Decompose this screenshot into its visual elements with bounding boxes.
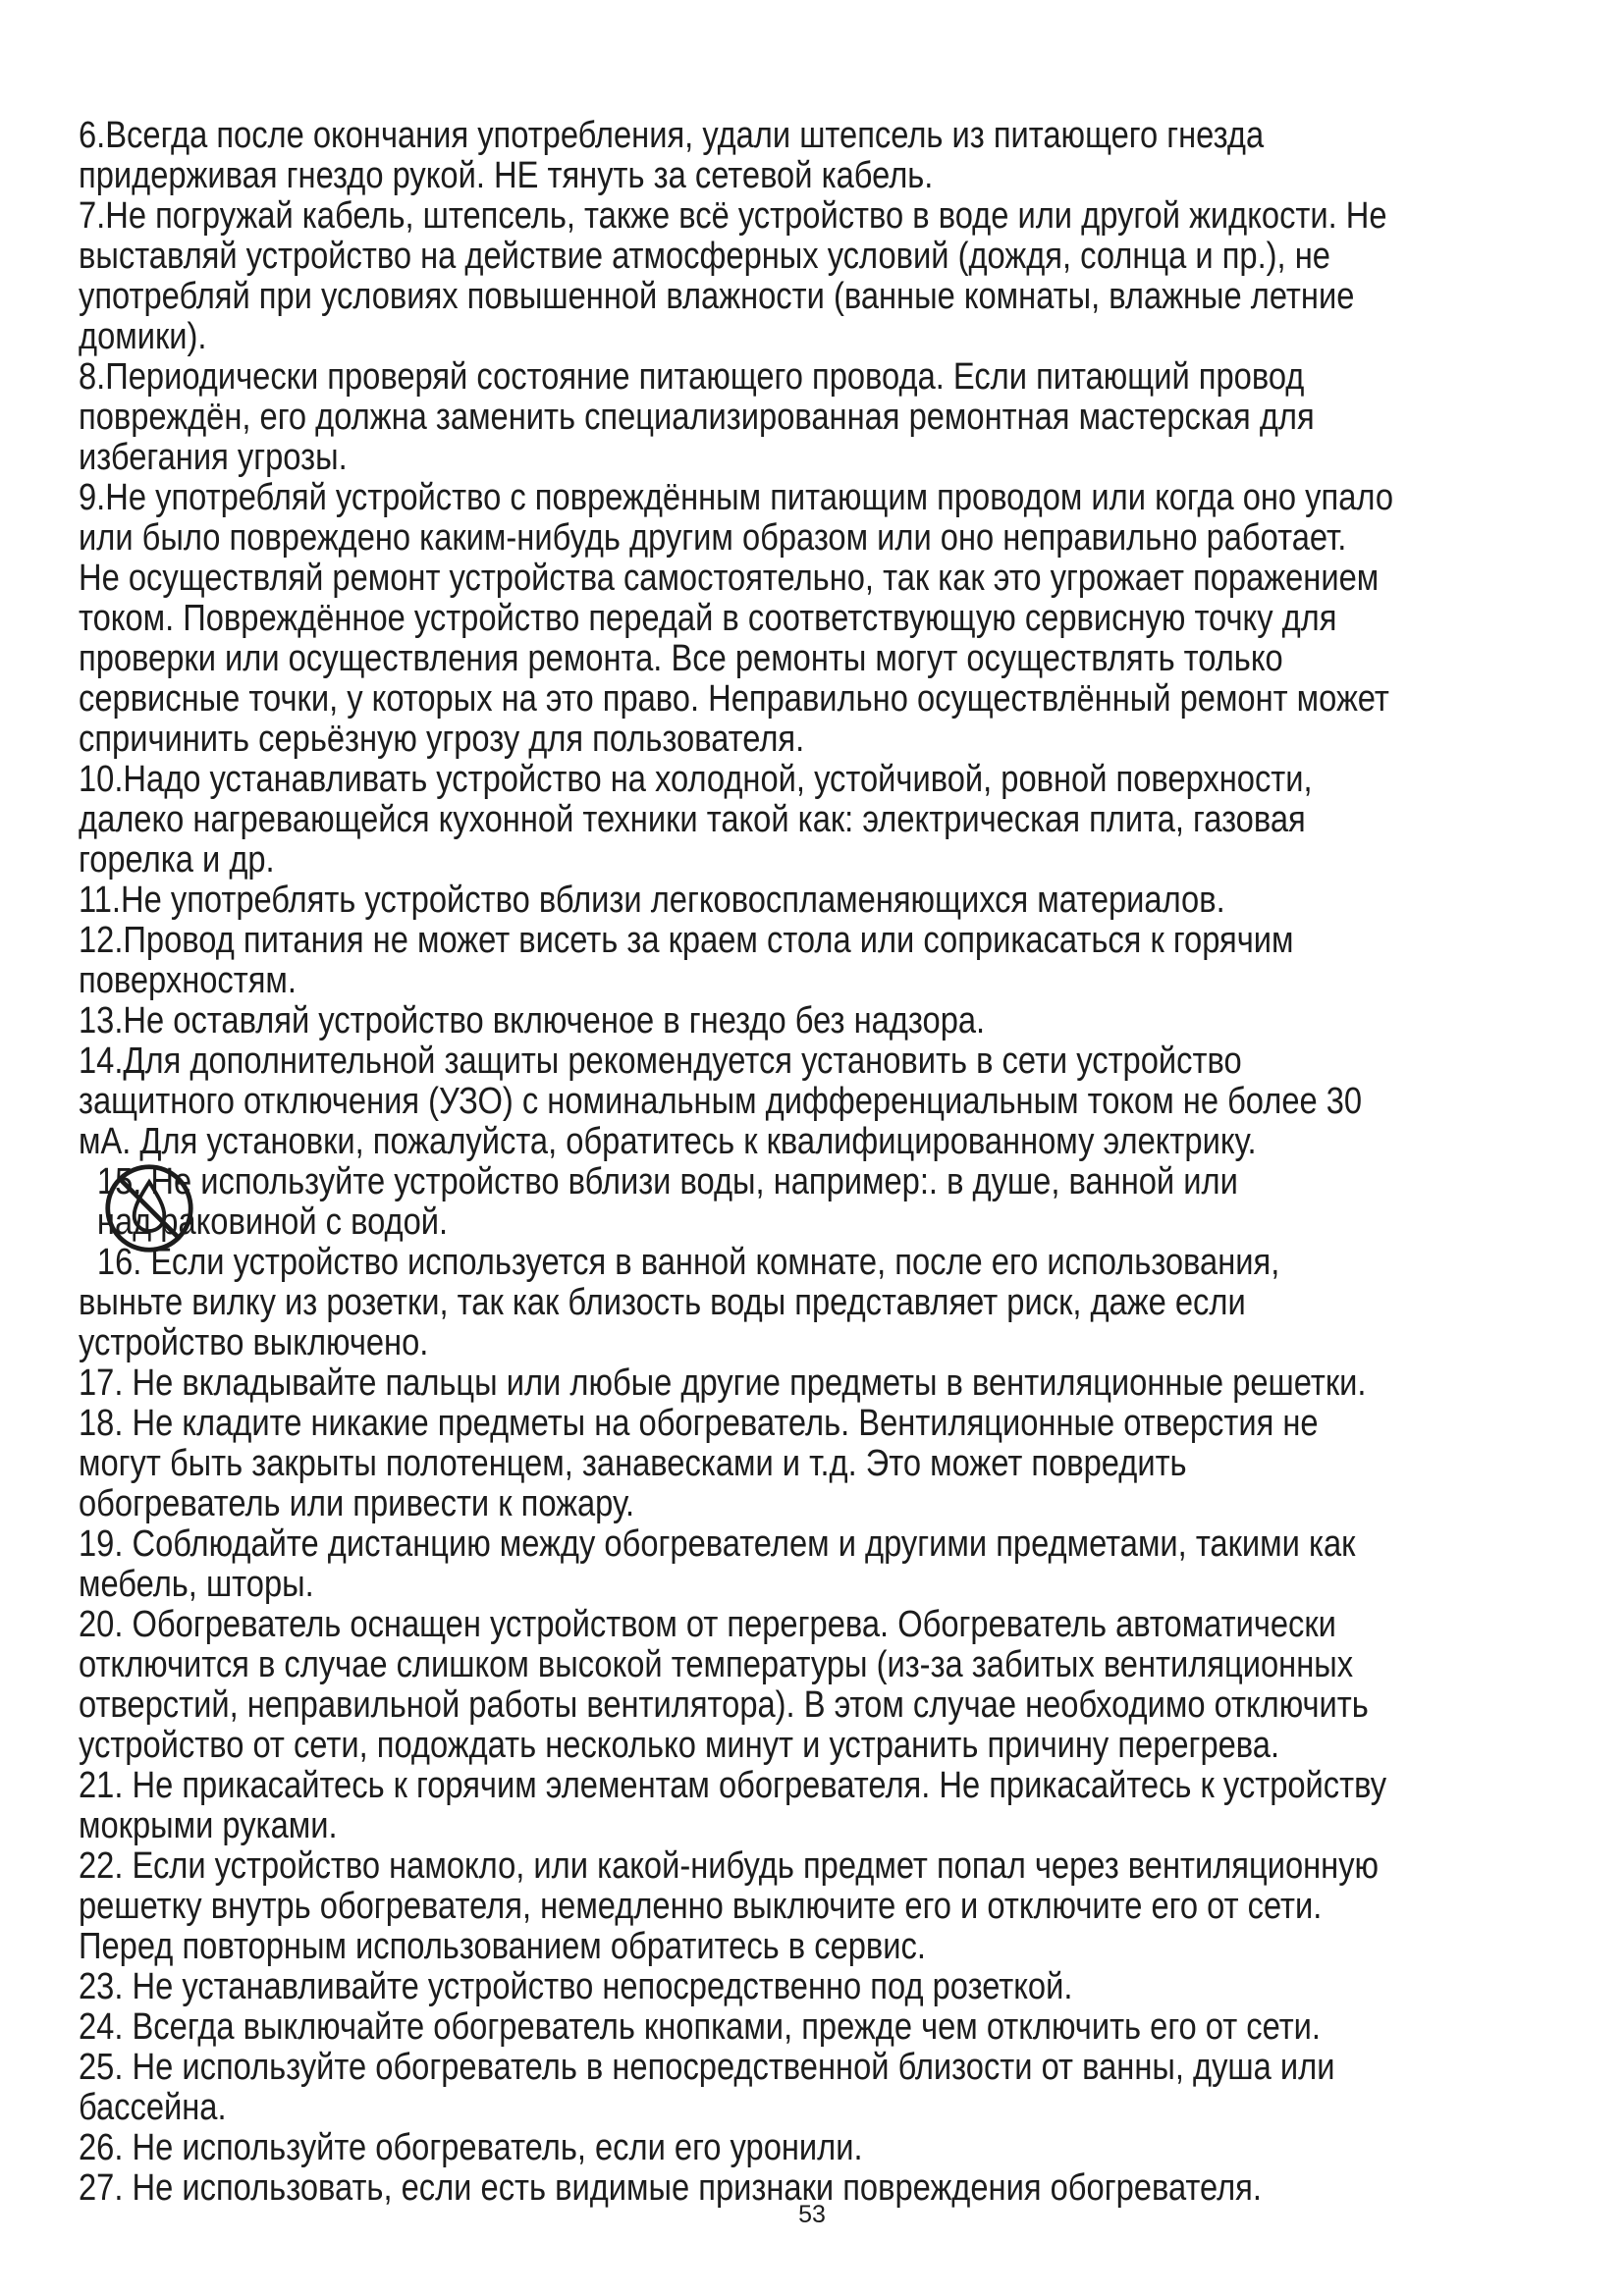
text-line: 23. Не устанавливайте устройство непосредственно под розеткой.: [79, 1966, 1073, 2007]
text-line: 20. Обогреватель оснащен устройством от перегрева. Обогреватель автоматически: [79, 1604, 1336, 1645]
text-line: 8.Периодически проверяй состояние питающего провода. Если питающий провод: [79, 356, 1305, 398]
text-line: 10.Надо устанавливать устройство на холодной, устойчивой, ровной поверхности,: [79, 759, 1313, 800]
text-line: употребляй при условиях повышенной влажности (ванные комнаты, влажные летние: [79, 276, 1355, 317]
text-line: защитного отключения (УЗО) с номинальным дифференциальным током не более 30: [79, 1081, 1363, 1122]
text-line: 21. Не прикасайтесь к горячим элементам обогревателя. Не прикасайтесь к устройству: [79, 1765, 1387, 1806]
text-line: 7.Не погружай кабель, штепсель, также всё устройство в воде или другой жидкости. Не: [79, 195, 1387, 237]
text-line: 6.Всегда после окончания употребления, удали штепсель из питающего гнезда: [79, 115, 1265, 156]
text-line: устройство от сети, подождать несколько минут и устранить причину перегрева.: [79, 1725, 1280, 1766]
text-line: 26. Не используйте обогреватель, если его уронили.: [79, 2127, 863, 2168]
text-line: проверки или осуществления ремонта. Все ремонты могут осуществлять только: [79, 638, 1283, 679]
text-line: мА. Для установки, пожалуйста, обратитесь к квалифицированному электрику.: [79, 1121, 1257, 1162]
text-line: горелка и др.: [79, 839, 275, 881]
text-line: могут быть закрыты полотенцем, занавесками и т.д. Это может повредить: [79, 1443, 1187, 1484]
page-number: 53: [798, 2201, 826, 2228]
text-line: 27. Не использовать, если есть видимые признаки повреждения обогревателя.: [79, 2167, 1262, 2209]
text-line: 12.Провод питания не может висеть за краем стола или соприкасаться к горячим: [79, 920, 1294, 961]
text-line: 14.Для дополнительной защиты рекомендуется установить в сети устройство: [79, 1041, 1242, 1082]
text-line: током. Повреждённое устройство передай в соответствующую сервисную точку для: [79, 598, 1337, 639]
text-line: мебель, шторы.: [79, 1564, 314, 1605]
instructions-text: [79, 115, 1394, 2209]
text-line: 18. Не кладите никакие предметы на обогреватель. Вентиляционные отверстия не: [79, 1403, 1319, 1444]
text-line: выставляй устройство на действие атмосферных условий (дождя, солнца и пр.), не: [79, 236, 1330, 277]
text-line: Перед повторным использованием обратитесь в сервис.: [79, 1926, 926, 1967]
text-line: сервисные точки, у которых на это право. Неправильно осуществлённый ремонт может: [79, 678, 1389, 720]
text-line: повреждён, его должна заменить специализированная ремонтная мастерская для: [79, 397, 1315, 438]
text-line: решетку внутрь обогревателя, немедленно выключите его и отключите его от сети.: [79, 1886, 1323, 1927]
text-line: 25. Не используйте обогреватель в непосредственной близости от ванны, душа или: [79, 2047, 1335, 2088]
text-line: устройство выключено.: [79, 1322, 429, 1363]
text-line: спричинить серьёзную угрозу для пользователя.: [79, 719, 805, 760]
text-line: или было повреждено каким-нибудь другим образом или оно неправильно работает.: [79, 517, 1347, 559]
text-line: Не осуществляй ремонт устройства самостоятельно, так как это угрожает поражением: [79, 558, 1380, 599]
text-line: поверхностям.: [79, 960, 297, 1001]
text-line: 19. Соблюдайте дистанцию между обогревателем и другими предметами, такими как: [79, 1523, 1356, 1565]
text-line: 13.Не оставляй устройство включеное в гнездо без надзора.: [79, 1000, 986, 1041]
text-line: придерживая гнездо рукой. НЕ тянуть за сетевой кабель.: [79, 155, 934, 196]
text-line: избегания угрозы.: [79, 437, 348, 478]
text-line: обогреватель или привести к пожару.: [79, 1483, 635, 1524]
text-line: отключится в случае слишком высокой температуры (из-за забитых вентиляционных: [79, 1644, 1354, 1685]
text-line: 16. Если устройство используется в ванной комнате, после его использования,: [96, 1242, 1280, 1283]
text-line: мокрыми руками.: [79, 1805, 338, 1846]
text-line: 24. Всегда выключайте обогреватель кнопками, прежде чем отключить его от сети.: [79, 2006, 1322, 2048]
text-line: 11.Не употреблять устройство вблизи легковоспламеняющихся материалов.: [79, 880, 1225, 921]
text-line: над раковиной с водой.: [96, 1201, 449, 1243]
text-line: 15. Не используйте устройство вблизи воды, например:. в душе, ванной или: [96, 1161, 1238, 1202]
text-line: 17. Не вкладывайте пальцы или любые другие предметы в вентиляционные решетки.: [79, 1362, 1367, 1404]
text-line: далеко нагревающейся кухонной техники такой как: электрическая плита, газовая: [79, 799, 1306, 840]
no-water-icon: [102, 1161, 196, 1255]
text-line: 22. Если устройство намокло, или какой-нибудь предмет попал через вентиляционную: [79, 1845, 1380, 1887]
text-line: отверстий, неправильной работы вентилятора). В этом случае необходимо отключить: [79, 1684, 1369, 1726]
text-line: 9.Не употребляй устройство с повреждённым питающим проводом или когда оно упало: [79, 477, 1394, 518]
text-line: бассейна.: [79, 2087, 227, 2128]
text-line: выньте вилку из розетки, так как близость воды представляет риск, даже если: [79, 1282, 1246, 1323]
text-line: домики).: [79, 316, 207, 357]
